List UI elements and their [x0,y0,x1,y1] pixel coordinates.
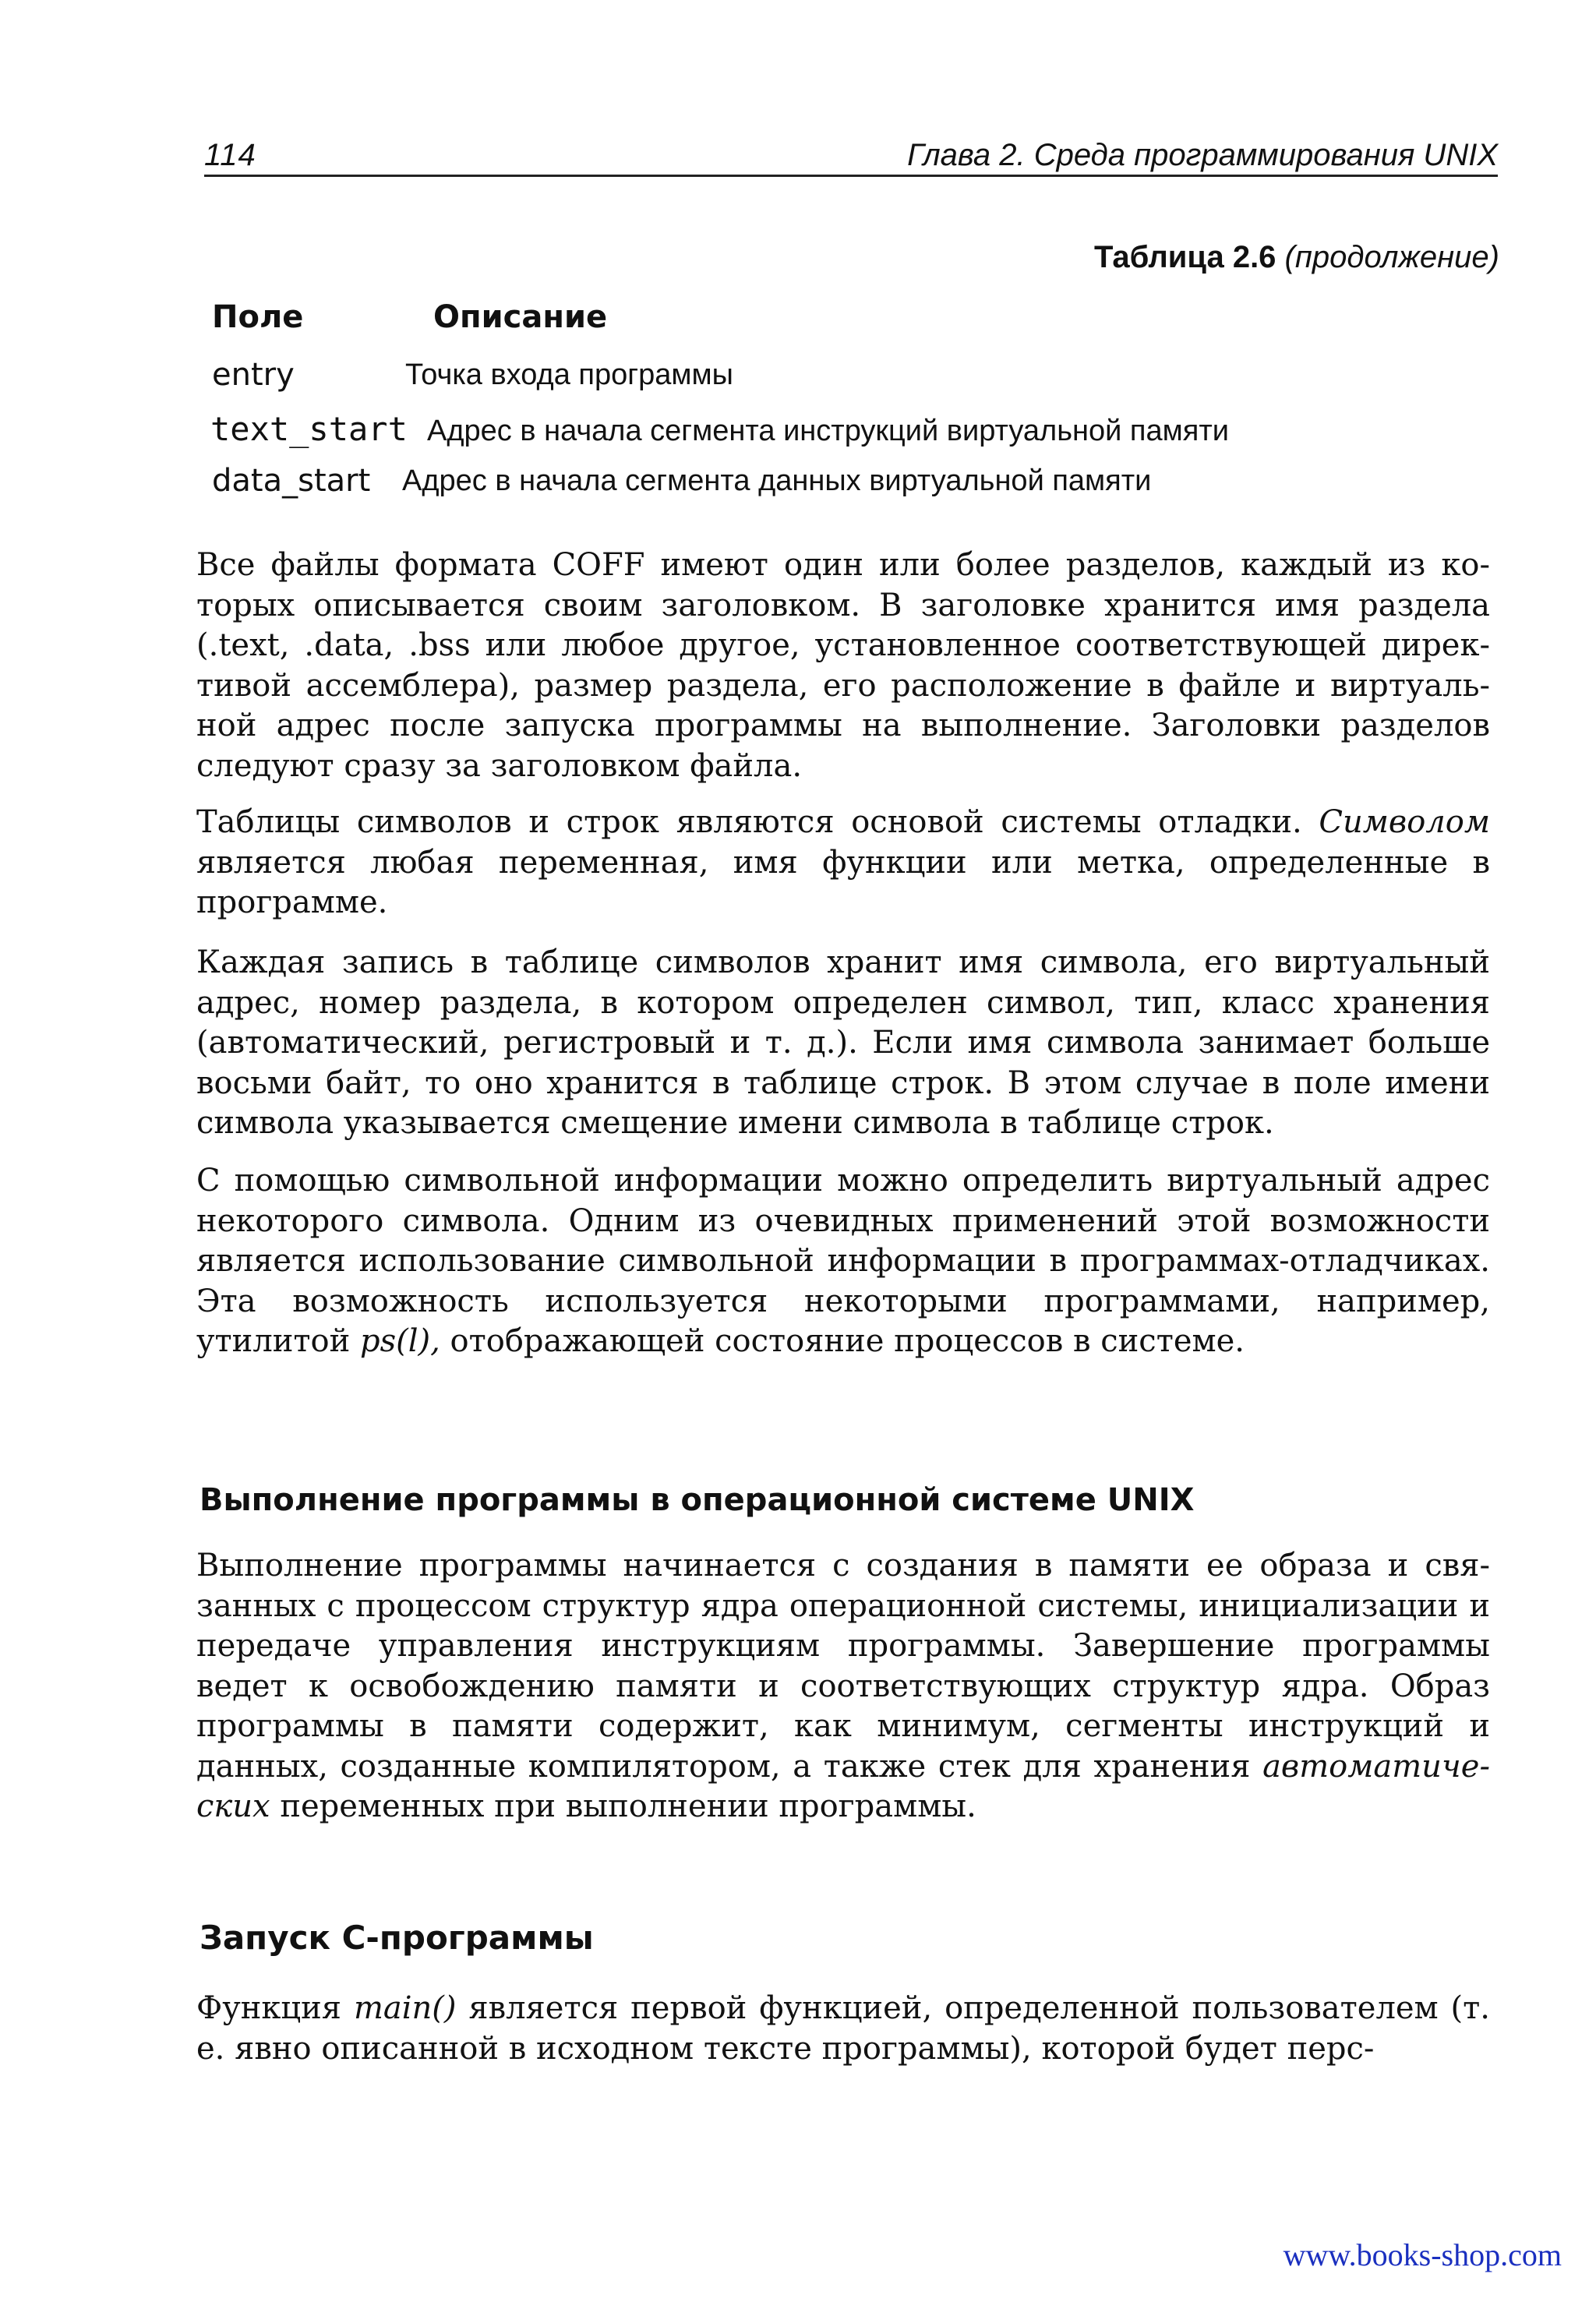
table-caption [1094,240,1499,275]
emphasis-term: main() [353,1990,457,2026]
text-run: Функция [196,1990,354,2026]
table-col-field: Поле [212,299,304,335]
paragraph: Каждая запись в таблице символов хранит имя символа, его виртуальный адрес, номер раздела, в котором определен символ, тип, класс хранения (автоматический, регистровый и т. д.). Если имя символа занимает больше восьми байт, то оно хранится в таблице строк. В этом случае в поле имени символа указывается смещение имени символа в таблице строк. [196,944,1490,1141]
text-run: является любая переменная, имя функции или метка, определенные в программе. [196,844,1490,920]
page-number: 114 [204,138,256,172]
section-heading: Выполнение программы в операционной системе UNIX [200,1482,1195,1518]
table-cell-description: Адрес в начала сегмента данных виртуальной памяти [402,464,1152,497]
table-row [212,463,1381,502]
table-cell-field: text_start [210,410,408,448]
text-run: переменных при выполнении программы. [270,1788,976,1824]
paragraph [196,1989,1490,2069]
table-caption-note: (продолжение) [1284,240,1499,274]
emphasis-term: ps(l), [359,1323,440,1359]
table-row [210,410,1379,449]
table-cell-description: Адрес в начала сегмента инструкций виртуальной памяти [427,415,1229,447]
text-run: является первой функцией, определенной пользователем (т. е. явно описанной в исходном тексте программы), которой будет перс- [196,1990,1490,2067]
paragraph: Все файлы формата COFF имеют один или более разделов, каждый из которых описывается своим заголовком. В заголовке хранится имя раздела (.text, .data, .bss или любое другое, установленное соответствующей директивой ассемблера), размер раздела, его расположение в файле и виртуальной адрес после запуска программы на выполнение. Заголовки разделов следуют сразу за заголовком файла. [196,547,1490,784]
paragraph [196,1161,1490,1362]
text-run: С помощью символьной информации можно определить виртуальный адрес некоторого символа. Одним из очевидных применений этой возможности является использование символьной информации в программах-отладчиках. Эта возможность используется некоторыми программами, например, утилитой [196,1163,1490,1359]
text-run: Выполнение программы начинается с создания в памяти ее образа и связанных с процессом структур ядра операционной системы, инициализации и передаче управления инструкциям программы. Завершение программы ведет к освобождению памяти и соответствующих структур ядра. Образ программы в памяти содержит, как минимум, сегменты инструкций и данных, созданные компилятором, а также стек для хранения [196,1548,1490,1785]
subsection-heading: Запуск С-программы [200,1919,594,1957]
text-run: Таблицы символов и строк являются основой системы отладки. [196,804,1319,840]
footer-url: www.books-shop.com [1283,2237,1562,2272]
running-header [204,131,1498,177]
paragraph [196,1546,1490,1827]
paragraph [196,803,1490,923]
table-col-description: Описание [433,299,608,335]
table-caption-label: Таблица 2.6 [1093,240,1276,274]
table-cell-field: data_start [212,463,371,499]
chapter-title: Глава 2. Среда программирования UNIX [907,138,1498,172]
table-cell-description: Точка входа программы [405,358,733,391]
text-run: отображающей состояние процессов в системе. [440,1323,1245,1359]
emphasis-term: автоматических [196,1748,1490,1824]
emphasis-term: Символом [1319,804,1490,840]
table-row [212,357,1381,396]
table-cell-field: entry [212,357,295,393]
